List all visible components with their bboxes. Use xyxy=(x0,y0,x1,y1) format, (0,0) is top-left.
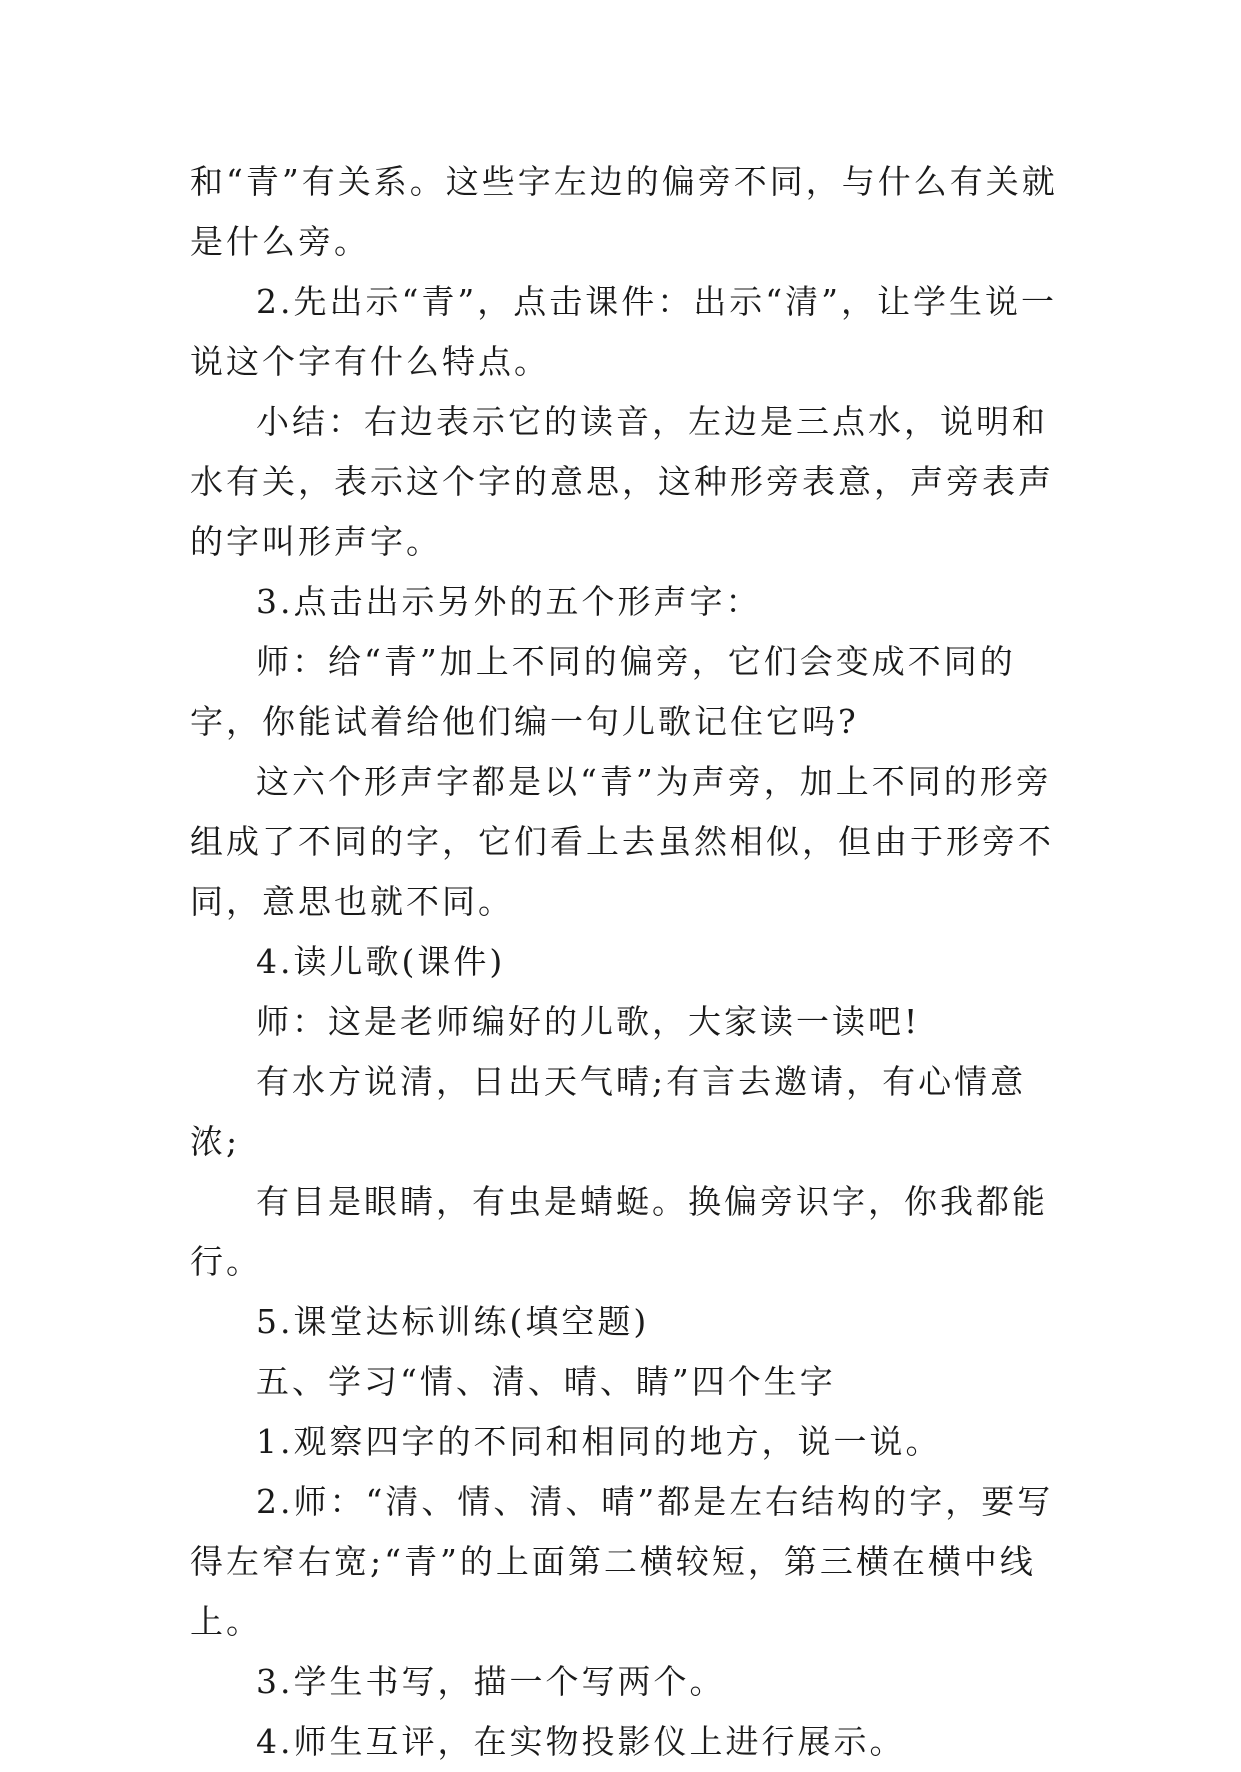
paragraph-teacher-prompt: 师：给“青”加上不同的偏旁，它们会变成不同的字，你能试着给他们编一句儿歌记住它吗? xyxy=(190,642,1016,741)
section-heading-5: 五、学习“情、清、晴、睛”四个生字 xyxy=(256,1362,836,1401)
paragraph-teacher-read: 师：这是老师编好的儿歌，大家读一读吧! xyxy=(256,1002,921,1041)
paragraph-summary: 小结：右边表示它的读音，左边是三点水，说明和水有关，表示这个字的意思，这种形旁表意，声旁表声的字叫形声字。 xyxy=(190,402,1054,561)
paragraph-step-4: 4.读儿歌(课件) xyxy=(256,942,506,981)
paragraph-rhyme-line-1: 有水方说清，日出天气晴;有言去邀请，有心情意浓; xyxy=(190,1062,1027,1161)
paragraph-peer-review: 4.师生互评，在实物投影仪上进行展示。 xyxy=(256,1722,906,1761)
document-body xyxy=(190,152,1070,1772)
paragraph-observe: 1.观察四字的不同和相同的地方，说一说。 xyxy=(256,1422,942,1461)
paragraph-step-2: 2.先出示“青”，点击课件：出示“清”，让学生说一说这个字有什么特点。 xyxy=(190,282,1057,381)
paragraph-explanation: 这六个形声字都是以“青”为声旁，加上不同的形旁组成了不同的字，它们看上去虽然相似，但由于形旁不同，意思也就不同。 xyxy=(190,762,1054,921)
paragraph-writing-tips: 2.师：“清、情、清、晴”都是左右结构的字，要写得左窄右宽;“青”的上面第二横较短，第三横在横中线上。 xyxy=(190,1482,1054,1641)
paragraph-continuation: 和“青”有关系。这些字左边的偏旁不同，与什么有关就是什么旁。 xyxy=(190,162,1058,261)
paragraph-rhyme-line-2: 有目是眼睛，有虫是蜻蜓。换偏旁识字，你我都能行。 xyxy=(190,1182,1048,1281)
paragraph-step-3: 3.点击出示另外的五个形声字： xyxy=(256,582,762,621)
paragraph-step-5: 5.课堂达标训练(填空题) xyxy=(256,1302,650,1341)
paragraph-student-writing: 3.学生书写，描一个写两个。 xyxy=(256,1662,726,1701)
